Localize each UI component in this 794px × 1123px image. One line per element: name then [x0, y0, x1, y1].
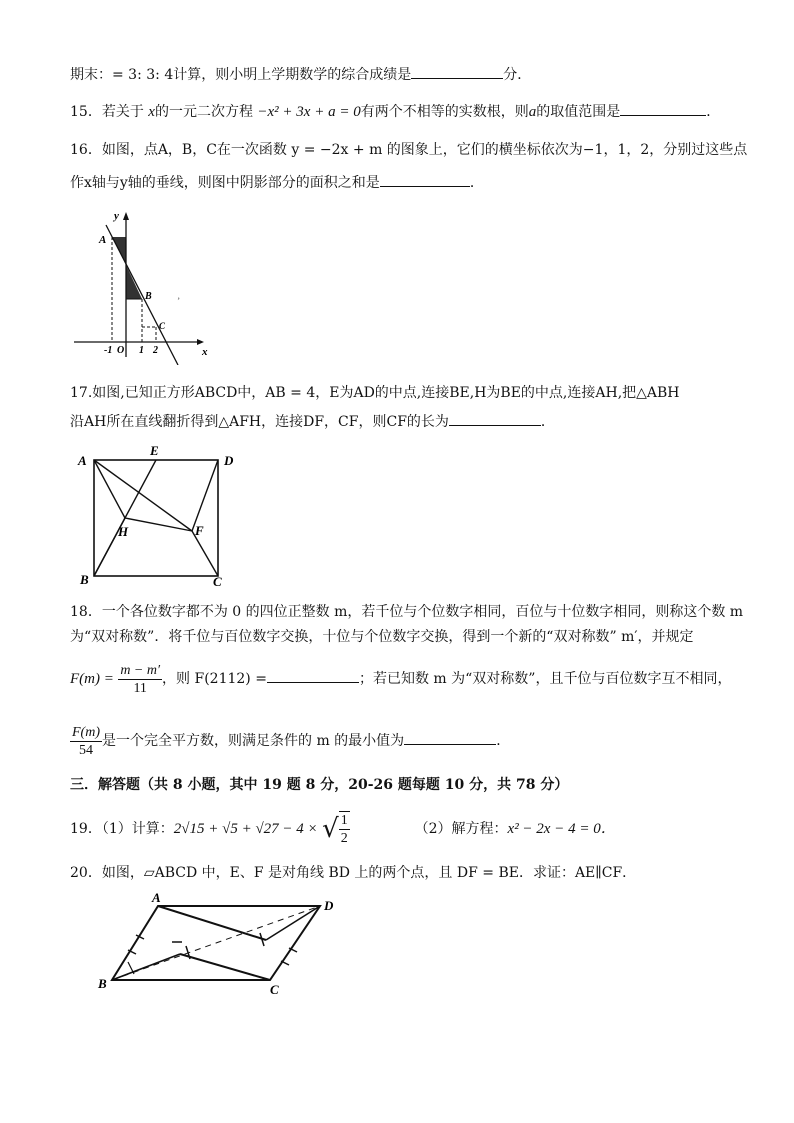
q17-end: ．: [540, 414, 555, 430]
q20-label-c: C: [270, 982, 279, 997]
q15-equation: −x² + 3x + a = 0: [257, 104, 361, 120]
q19: [70, 810, 616, 848]
q16-text: 作x轴与y轴的垂线，则图中阴影部分的面积之和是: [70, 175, 380, 191]
q20-figure: [88, 888, 348, 998]
q20-label-b: B: [98, 976, 107, 991]
q19-part2-label: （2）解方程：: [414, 821, 508, 837]
q16-line1: 16．如图，点A，B，C在一次函数 y = −2x + m 的图象上，它们的横坐标依次为−1，1，2，分别过这些点: [70, 142, 748, 158]
q17-figure: [70, 440, 250, 590]
q18-line3-text-b: ，则 F(2112) =: [162, 671, 267, 687]
q15-number: 15．: [70, 104, 102, 120]
q17-segment-ah: [94, 460, 125, 518]
q15-text-c: 有两个不相等的实数根，则: [360, 104, 529, 120]
q20-line1: 20．如图，▱ABCD 中，E、F 是对角线 BD 上的两个点，且 DF = BE．求证：AE∥CF．: [70, 865, 637, 881]
q16-label-c: C: [159, 321, 166, 331]
q15-end: ．: [706, 104, 721, 120]
q16-tick-1: 1: [139, 345, 144, 356]
q17-square-abcd: [94, 460, 218, 576]
q20-segment-ed: [266, 906, 320, 940]
q19-sqrt-fraction: [339, 811, 350, 847]
q17-label-d: D: [224, 453, 234, 468]
q19-sqrt-fraction-numerator: 1: [340, 813, 348, 828]
q18-line4: [70, 722, 510, 760]
q17-answer-blank[interactable]: [449, 411, 541, 426]
q16-line2: [70, 172, 484, 192]
q17-label-a: A: [78, 453, 87, 468]
q18-fraction-2-denominator: 54: [79, 742, 93, 758]
q16-answer-blank[interactable]: [380, 172, 470, 187]
q16-function-line: [106, 225, 178, 365]
q19-sqrt-symbol: √: [322, 814, 339, 844]
q19-part1-label: 19．（1）计算：: [70, 821, 174, 837]
q14-tail: [70, 64, 531, 84]
q15-text-b: 的一元二次方程: [154, 104, 253, 120]
q17-label-b: B: [80, 572, 89, 587]
q15-var-a: a: [528, 104, 537, 120]
q17-line2: [70, 411, 555, 431]
q14-text: 期末：= 3: 3: 4计算，则小明上学期数学的综合成绩是: [70, 67, 412, 83]
q18-line3-text-c: ；若已知数 m 为“双对称数”，且千位与百位数字互不相同，: [358, 671, 732, 687]
q16-x-arrow: [197, 339, 204, 345]
q19-part1-expression: 2√15 + √5 + √27 − 4 ×: [173, 821, 318, 837]
q19-part2-expression: x² − 2x − 4 = 0．: [507, 821, 616, 837]
q17-line1: 17.如图,已知正方形ABCD中，AB = 4，E为AD的中点,连接BE,H为BE的中点,连接AH,把△ABH: [70, 385, 680, 401]
q16-shade-b: [126, 265, 142, 299]
q18-line4-end: ．: [496, 733, 511, 749]
q17-label-h: H: [118, 524, 129, 539]
q16-label-b: B: [145, 291, 152, 302]
q16-label-x: x: [202, 346, 208, 358]
q18-answer-blank-2[interactable]: [404, 730, 496, 745]
q16-label-y: y: [114, 210, 119, 222]
q18-line3: [70, 660, 731, 698]
q18-fraction-2: [70, 724, 102, 759]
q18-fraction-1-numerator: m − m′: [120, 662, 161, 678]
q16-y-arrow: [123, 212, 129, 220]
q18-f-label: F(m) =: [70, 671, 114, 687]
q20-label-d: D: [324, 898, 334, 913]
q16-tick-2: 2: [153, 345, 158, 356]
q18-fraction-1-denominator: 11: [133, 680, 147, 696]
q19-sqrt-fraction-denominator: 2: [340, 831, 348, 846]
q15: [70, 101, 720, 121]
q20-segment-bf: [112, 954, 180, 980]
q14-answer-blank[interactable]: [411, 64, 503, 79]
q14-text-end: 分．: [503, 67, 532, 83]
section-3-heading: 三．解答题（共 8 小题，其中 19 题 8 分，20-26 题每题 10 分，共 78 分）: [70, 777, 569, 793]
q17-label-f: F: [195, 523, 204, 538]
q17-label-e: E: [150, 443, 159, 458]
q18-fraction-1: [118, 662, 162, 697]
q18-line4-text: 是一个完全平方数，则满足条件的 m 的最小值为: [102, 733, 405, 749]
q16-tick-neg1: -1: [104, 345, 113, 356]
q15-text-d: 的取值范围是: [536, 104, 621, 120]
q17-text: 沿AH所在直线翻折得到△AFH，连接DF，CF，则CF的长为: [70, 414, 449, 430]
q16-end: ．: [469, 175, 484, 191]
q17-segment-af: [94, 460, 192, 531]
q18-line1: 18．一个各位数字都不为 0 的四位正整数 m，若千位与个位数字相同，百位与十位数字相同，则称这个数 m: [70, 604, 744, 620]
q18-line2: 为“双对称数”．将千位与百位数字交换，十位与个位数字交换，得到一个新的“双对称数” m′，并规定: [70, 629, 694, 645]
q15-answer-blank[interactable]: [620, 101, 706, 116]
q20-label-a: A: [152, 890, 161, 905]
q16-tick-origin: O: [117, 345, 125, 356]
q16-label-a: A: [99, 234, 107, 246]
q16-stray-mark: ,: [178, 292, 180, 301]
q16-figure: [70, 205, 220, 365]
q17-label-c: C: [213, 574, 222, 589]
q15-text-a: 若关于: [101, 104, 144, 120]
q18-fraction-2-numerator: F(m): [72, 724, 100, 740]
q20-segment-cf: [180, 954, 270, 980]
q18-answer-blank-1[interactable]: [267, 668, 359, 683]
q15-var-x: x: [148, 104, 155, 120]
q20-segment-ae: [158, 906, 266, 940]
q17-segment-df: [192, 460, 218, 531]
